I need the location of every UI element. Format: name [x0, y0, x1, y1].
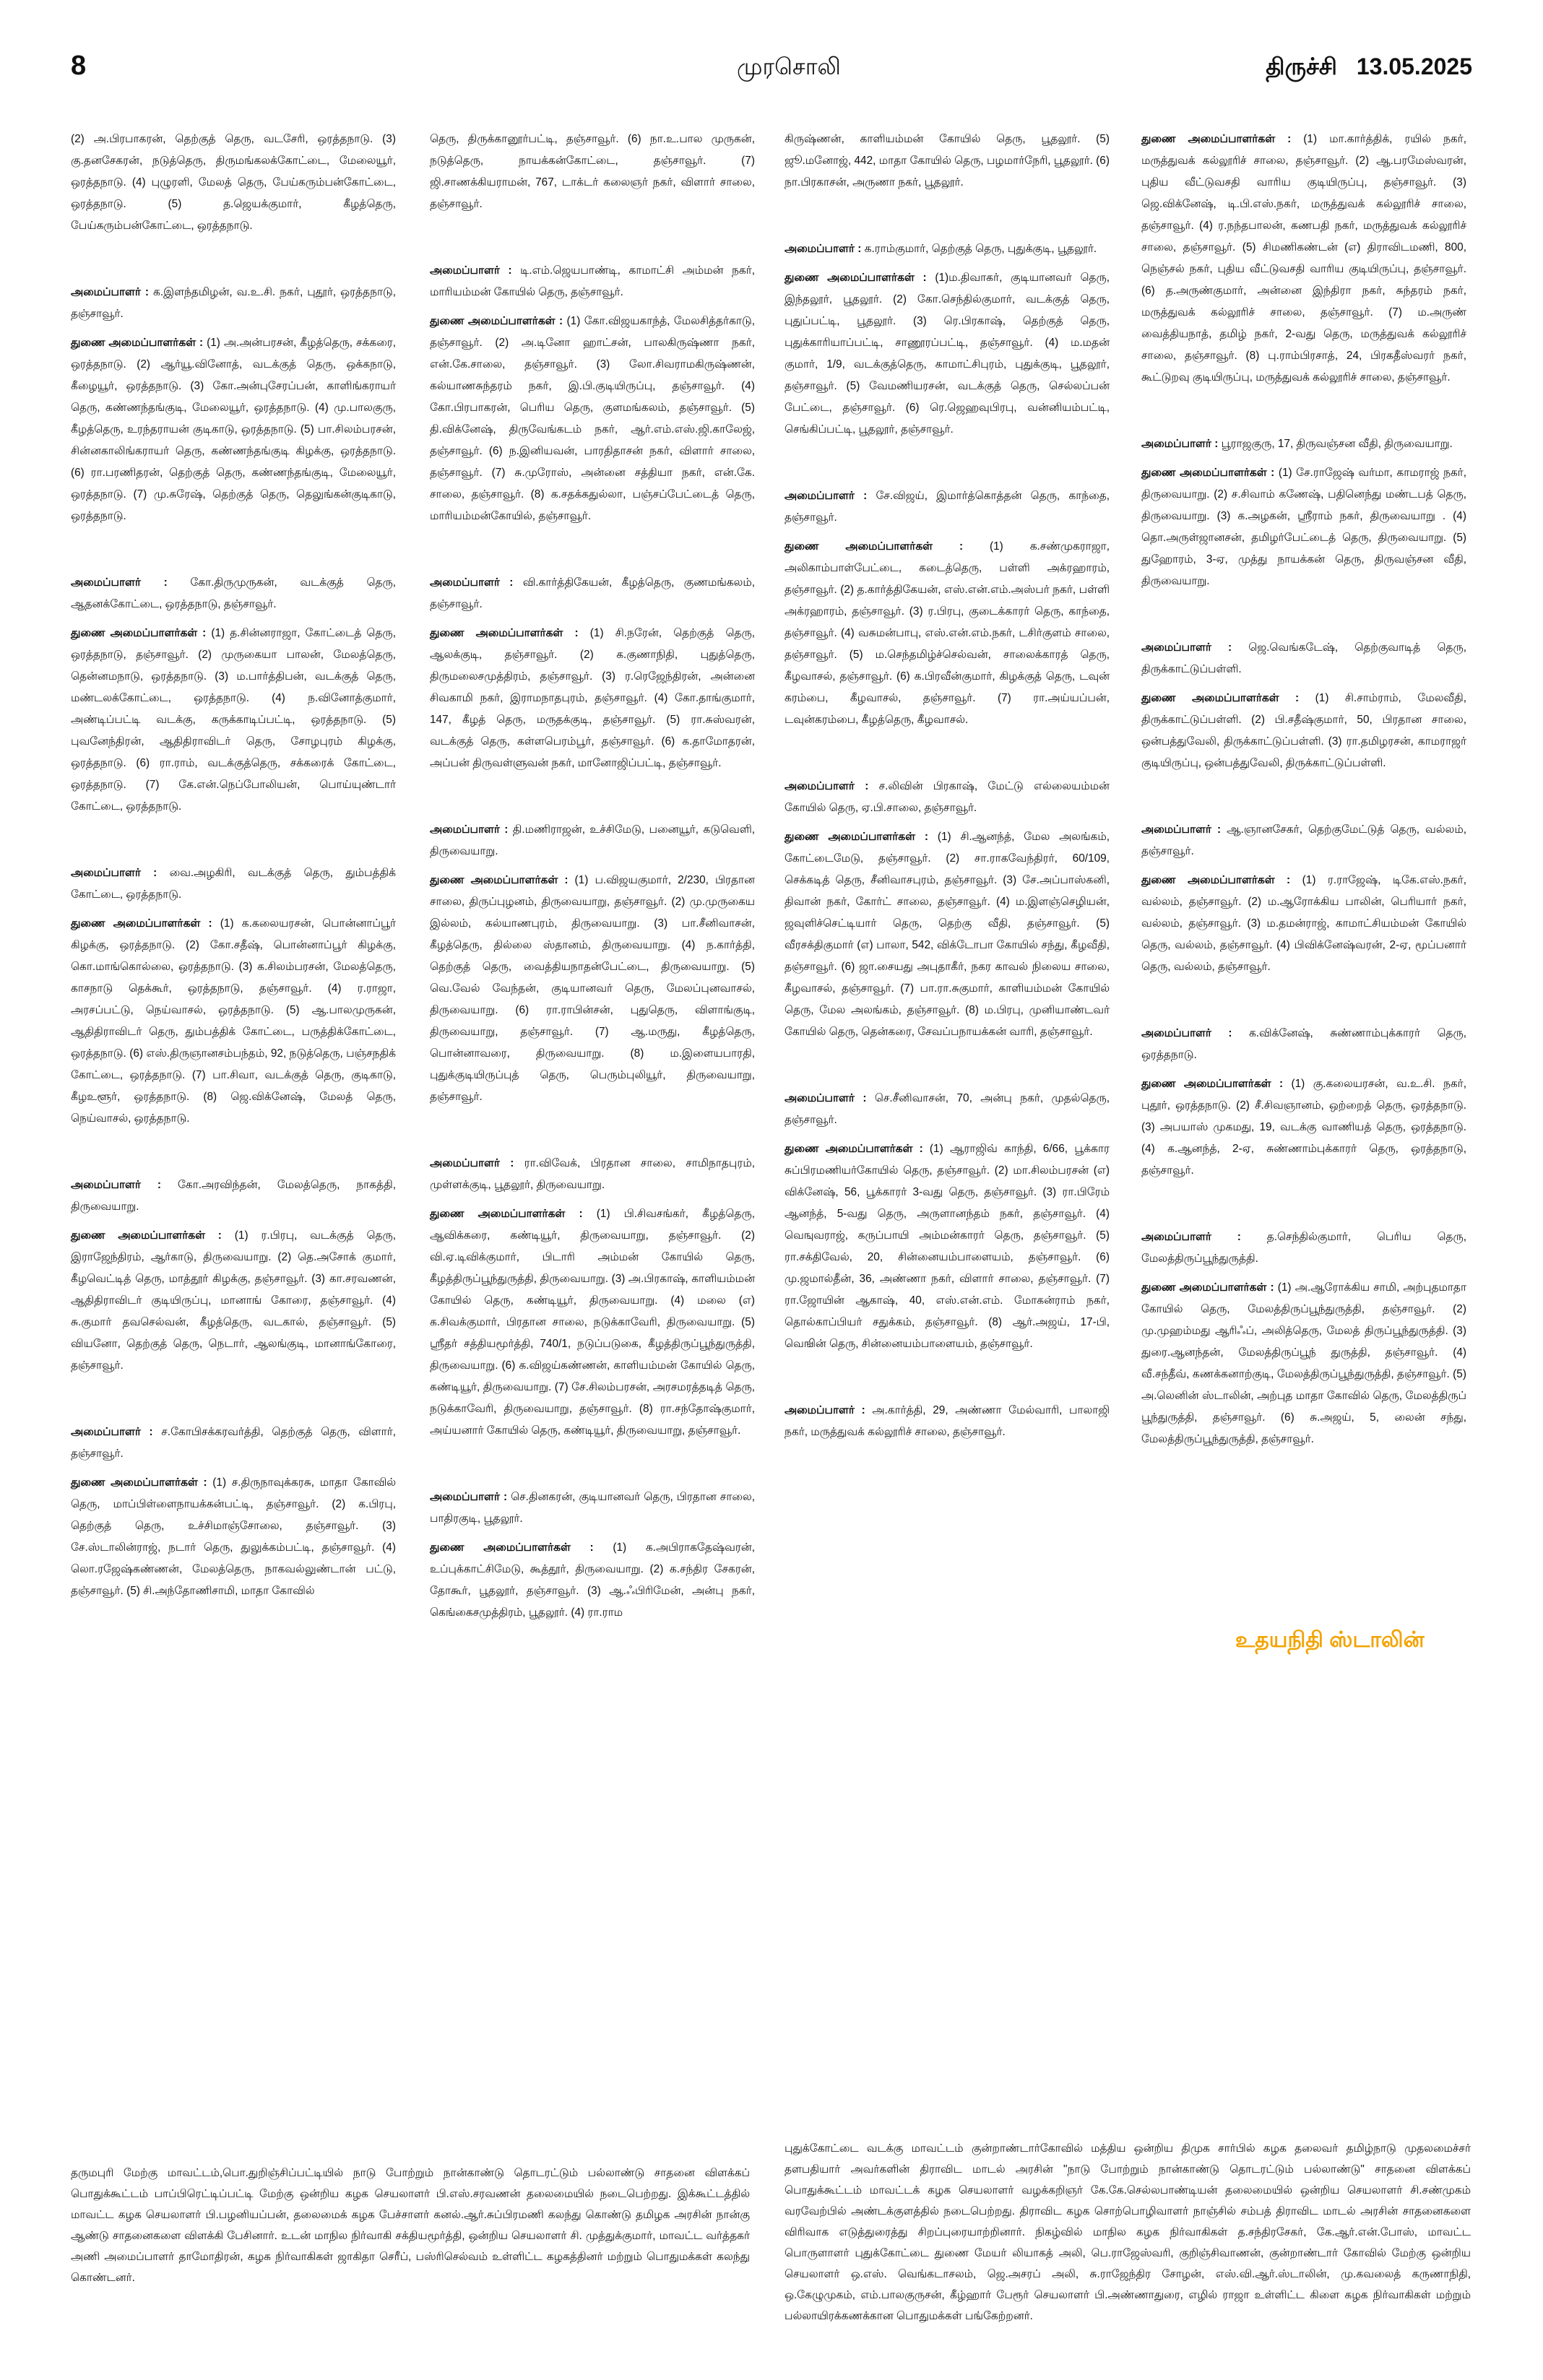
- appointment-block: [1141, 1023, 1466, 1182]
- organizer-entry: [430, 1153, 755, 1196]
- deputy-organizers-text: (2) அ.பிரபாகரன், தெற்குத் தெரு, வடசேரி, ஒரத்தநாடு. (3) கு.தனசேகரன், நடுத்தெரு, திருமங்கலக்கோட்டை, மேலையூர், ஒரத்தநாடு. (4) புழுரளி, மேலத் தெரு, பேய்கரும்பன்கோட்டை, ஒரத்தநாடு. (5) த.ஜெயக்குமார், கீழத்தெரு, பேய்கரும்பன்கோட்டை, ஒரத்தநாடு.: [71, 133, 396, 232]
- organizer-entry: [785, 1400, 1110, 1443]
- organizer-entry: [430, 819, 755, 862]
- organizer-label: அமைப்பாளர் :: [785, 1092, 867, 1104]
- appointment-block: [1141, 819, 1466, 978]
- organizer-label: அமைப்பாளர் :: [1141, 1231, 1241, 1243]
- organizer-entry: [785, 776, 1110, 819]
- news-box-right: புதுக்கோட்டை வடக்கு மாவட்டம் குன்றாண்டார்கோவில் மத்திய ஒன்றிய திமுக சார்பில் கழக தலைவர் தமிழ்நாடு முதலமைச்சர் தளபதியார் அவர்களின் திராவிட மாடல் அரசின் "நாடு போற்றும் நான்காண்டு தொடரட்டும் பல்லாண்டு" சாதனை விளக்கப் பொதுக்கூட்டம் மாவட்டக் கழக செயலாளர் வழக்கறிஞர் கே.கே.செல்லபாண்டியன் தலைமையில் ஒன்றிய செயலாளர் சி.சண்முகம் வரவேற்பில் அண்டக்குளத்தில் நடைபெற்றது. திராவிட கழக சொற்பொழிவாளர் நாஞ்சில் சம்பத் திராவிட மாடல் அரசின் சாதனைகளை விரிவாக எடுத்துரைத்து சிறப்புரையாற்றினார். நிகழ்வில் மாநில கழக நிர்வாகிகள் த.சந்திரசேகர், கே.ஆர்.என்.போஸ், மாவட்ட பொருளாளர் புதுக்கோட்டை துணை மேயர் லியாகத் அலி, பெ.ராஜேஸ்வரி, குறிஞ்சிவாணன், குன்றாண்டார் கோவில் மேற்கு ஒன்றிய செயலாளர் ஒ.எஸ். வெங்கடாசலம், ஜெ.அசரப் அலி, சு.ராஜேந்திர சோழன், எஸ்.வி.ஆர்.ஸ்டாலின், மு.கவலைத் கருணாநிதி, ஒ.கேழுமுகம், எம்.பாலகுருசன், கீழ்ஹார் பேரூர் செயலாளர் பி.அண்ணாதுரை, எழில் ராஜா உள்ளிட்ட கிளை கழக நிர்வாகிகள் மற்றும் பல்லாயிரக்கணக்கான பொதுமக்கள் பங்கேற்றனர்.: [785, 2142, 1471, 2322]
- deputy-organizers-label: துணை அமைப்பாளர்கள் :: [1141, 1281, 1274, 1294]
- organizer-entry: [785, 1088, 1110, 1131]
- organizer-label: அமைப்பாளர் :: [71, 576, 168, 589]
- organizer-entry: [71, 862, 396, 906]
- deputy-organizers-text: (1) ஆராஜிவ் காந்தி, 6/66, பூக்கார சுப்பிரமணியர்கோயில் தெரு, தஞ்சாவூர். (2) மா.சிலம்பரசன் (எ) விக்னேஷ், 56, பூக்காரர் 3-வது தெரு, தஞ்சாவூர். (3) ரா.பிரேம் ஆனந்த், 5-வது தெரு, அருளானந்தம் நகர், தஞ்சாவூர். (4) வெஙுவராஜ், கருப்பாயி அம்மன்காரர் தெரு, தஞ்சாவூர். (5) ரா.சக்திவேல், 20, சின்னையம்பாளையம், தஞ்சாவூர். (6) மு.ஜமால்தீன், 36, அண்ணா நகர், விளார் சாலை, தஞ்சாவூர். (7) ரா.ஜோயின் ஆகாஷ், 40, எஸ்.என்.எம். மோகன்ராம் நகர், தொல்காப்பியர் சதுக்கம், தஞ்சாவூர். (8) ஆர்.அஜய், 17-பி, வெஙின் தெரு, சின்னையம்பாளையம், தஞ்சாவூர்.: [785, 1143, 1110, 1350]
- deputy-organizers-label: துணை அமைப்பாளர்கள் :: [785, 272, 927, 284]
- deputy-organizers-entry: [1141, 129, 1466, 389]
- deputy-organizers-entry: [1141, 688, 1466, 774]
- deputy-organizers-entry: [1141, 870, 1466, 978]
- organizer-text: ஜெ.வெங்கடேஷ், தெற்குவாடித் தெரு, திருக்காட்டுப்பள்ளி.: [1141, 641, 1466, 675]
- deputy-organizers-label: துணை அமைப்பாளர்கள் :: [1141, 133, 1292, 145]
- deputy-organizers-text: (1) சி.ஆனந்த், மேல அலங்கம், கோட்டைமேடு, தஞ்சாவூர். (2) சா.ராகவேந்திரர், 60/109, செக்கடித் தெரு, சீனிவாசபுரம், தஞ்சாவூர். (3) சே.அப்பாஸ்கனி, திவான் நகர், கோர்ட் சாலை, தஞ்சாவூர். (4) ம.இளஞ்செழியன், ஜவுளிச்செட்டியார் தெரு, தெற்கு வீதி, தஞ்சாவூர். (5) வீரசக்திகுமார் (எ) பாலா, 542, விக்டோபா கோயில் சந்து, கீழவீதி, தஞ்சாவூர். (6) ஜா.சையது அபுதாகீர், நகர காவல் நிலைய சாலை, கீழவாசல், தஞ்சாவூர். (7) பா.ரா.சுகுமார், காளியம்மன் கோயில் தெரு, மேல அலங்கம், தஞ்சாவூர். (8) ம.பிரபு, முனியாண்டவர் கோயில் தெரு, தென்கரை, சேவப்பநாயக்கன் வாரி, தஞ்சாவூர்.: [785, 831, 1110, 1038]
- deputy-organizers-label: துணை அமைப்பாளர்கள் :: [1141, 467, 1275, 479]
- signature: உதயநிதி ஸ்டாலின்: [1235, 1628, 1425, 1652]
- organizer-text: ஆ.ஞானசேகர், தெற்குமேட்டுத் தெரு, வல்லம், தஞ்சாவூர்.: [1141, 823, 1466, 857]
- deputy-organizers-text: (1) க.அபிராகதேஷ்வரன், உப்புக்காட்சிமேடு, கூத்தூர், திருவையாறு. (2) க.சந்திர சேகரன், தோகூர், பூதலூர், தஞ்சாவூர். (3) ஆ.ஃபிரிமேன், அன்பு நகர், கெங்கைசமுத்திரம், பூதலூர். (4) ரா.ராம: [430, 1541, 755, 1619]
- organizer-label: அமைப்பாளர் :: [430, 264, 512, 277]
- deputy-organizers-text: (1)ம.திவாகர், குடியானவர் தெரு, இந்தலூர், பூதலூர். (2) கோ.செந்தில்குமார், வடக்குத் தெரு, புதுப்பட்டி, பூதலூர். (3) ரெ.பிரகாஷ், தெற்குத் தெரு, புதுக்காரியாப்பட்டி, சாணூரப்பட்டி, தஞ்சாவூர். (4) ம.மதன் குமார், 1/9, வடக்குத்தெரு, காமாட்சிபுரம், புதுக்குடி, பூதலூர், தஞ்சாவூர். (5) வேமணியரசன், வடக்குத் தெரு, செல்லப்பன் பேட்டை, தஞ்சாவூர். (6) ரெ.ஜெஹவுபிரபு, வன்னியம்பட்டி, செங்கிப்பட்டி, பூதலூர், தஞ்சாவூர்.: [785, 272, 1110, 436]
- deputy-organizers-text: (1) ர.பிரபு, வடக்குத் தெரு, இராஜேந்திரம், ஆர்காடு, திருவையாறு. (2) தெ.அசோக் குமார், கீழவெட்டித் தெரு, மாத்தூர் கிழக்கு, தஞ்சாவூர். (3) கா.சரவணன், ஆதிதிராவிடர் குடியிருப்பு, மானாங் கோரை, தஞ்சாவூர். (4) சு.குமார் தவசெல்வன், கீழத்தெரு, வடகால், தஞ்சாவூர். (5) வியனோ, தெற்குத் தெரு, நெடார், ஆலங்குடி, மானாங்கோரை, தஞ்சாவூர்.: [71, 1229, 396, 1372]
- deputy-organizers-label: துணை அமைப்பாளர்கள் :: [785, 540, 964, 553]
- deputy-organizers-entry: [71, 913, 396, 1130]
- organizer-entry: [71, 1174, 396, 1218]
- organizer-entry: [785, 238, 1110, 260]
- deputy-organizers-entry: [430, 1203, 755, 1442]
- appointment-block: [430, 129, 755, 215]
- organizer-entry: [430, 572, 755, 615]
- deputy-organizers-text: (1) மா.கார்த்திக், ரயில் நகர், மருத்துவக் கல்லூரிச் சாலை, தஞ்சாவூர். (2) ஆ.பரமேஸ்வரன், புதிய வீட்டுவசதி வாரிய குடியிருப்பு, தஞ்சாவூர். (3) ஜெ.விக்னேஷ், டி.பி.எஸ்.நகர், மருத்துவக் கல்லூரிச் சாலை, தஞ்சாவூர். (4) ர.நந்தபாலன், கணபதி நகர், மருத்துவக் கல்லூரிச் சாலை, தஞ்சாவூர். (5) சிமணிகண்டன் (எ) திராவிடமணி, 800, நெஞ்சல் நகர், புதிய வீட்டுவசதி வாரிய குடியிருப்பு, தஞ்சாவூர். (6) த.அருண்குமார், அன்னை இந்திரா நகர், சுந்தரம் நகர், மருத்துவக் கல்லூரிச் சாலை, தஞ்சாவூர். (7) ம.அருண் வைத்தியநாத், தமிழ் நகர், 2-வது தெரு, மருத்துவக் கல்லூரிச் சாலை, தஞ்சாவூர். (8) பு.ராம்பிரசாத், 24, பிரகதீஸ்வரர் நகர், கூட்டுறவு குடியிருப்பு, மருத்துவக் கல்லூரிச் சாலை, தஞ்சாவூர்.: [1141, 133, 1466, 384]
- appointment-block: [1141, 129, 1466, 389]
- organizer-entry: [785, 485, 1110, 529]
- organizer-text: பூராஜகுரு, 17, திருவஞ்சன வீதி, திருவையாறு.: [1221, 438, 1453, 450]
- organizer-label: அமைப்பாளர் :: [785, 490, 868, 502]
- appointment-block: [71, 129, 396, 237]
- organizer-text: கோ.திருமுருகன், வடக்குத் தெரு, ஆதனக்கோட்டை, ஒரத்தநாடு, தஞ்சாவூர்.: [71, 576, 396, 610]
- organizer-label: அமைப்பாளர் :: [1141, 823, 1222, 836]
- deputy-organizers-label: துணை அமைப்பாளர்கள் :: [1141, 874, 1291, 886]
- deputy-organizers-label: துணை அமைப்பாளர்கள் :: [1141, 1078, 1284, 1090]
- organizer-text: செ.சீனிவாசன், 70, அன்பு நகர், முதல்தெரு, தஞ்சாவூர்.: [785, 1092, 1110, 1126]
- organizer-label: அமைப்பாளர் :: [430, 823, 509, 836]
- organizer-label: அமைப்பாளர் :: [785, 243, 862, 255]
- deputy-organizers-entry: [430, 1537, 755, 1624]
- organizer-entry: [1141, 637, 1466, 680]
- appointment-block: [430, 1487, 755, 1624]
- deputy-organizers-entry: [785, 129, 1110, 194]
- organizer-entry: [1141, 433, 1466, 455]
- deputy-organizers-entry: [71, 129, 396, 237]
- deputy-organizers-text: (1) ப.விஜயகுமார், 2/230, பிரதான சாலை, திருப்புழனம், திருவையாறு, தஞ்சாவூர். (2) மு.முருகைய இல்லம், கல்யாணபுரம், திருவையாறு. (3) பா.சீனிவாசன், கீழத்தெரு, தில்லை ஸ்தானம், திருவையாறு. (4) ந.கார்த்தி, தெற்குத் தெரு, வைத்தியநாதன்பேட்டை, திருவையாறு. (5) வெ.வேல் வேந்தன், குடியானவர் தெரு, மேலப்புனவாசல், திருவையாறு. (6) ரா.ராபின்சன், புதுதெரு, விளாங்குடி, திருவையாறு, தஞ்சாவூர். (7) ஆ.மருது, கீழத்தெரு, பொன்னாவரை, திருவையாறு. (8) ம.இளையபாரதி, புதுக்குடியிருப்புத் தெரு, பெரும்புலியூர், திருவையாறு, தஞ்சாவூர்.: [430, 874, 755, 1103]
- appointment-block: [71, 862, 396, 1130]
- organizer-entry: [71, 572, 396, 615]
- deputy-organizers-label: துணை அமைப்பாளர்கள் :: [430, 1208, 583, 1220]
- deputy-organizers-label: துணை அமைப்பாளர்கள் :: [430, 627, 579, 639]
- appointment-block: [785, 1088, 1110, 1355]
- deputy-organizers-entry: [430, 870, 755, 1108]
- organizer-text: தி.மணிராஜன், உச்சிமேடு, பனையூர், கடுவெளி, திருவையாறு.: [430, 823, 755, 857]
- deputy-organizers-label: துணை அமைப்பாளர்கள் :: [430, 315, 563, 327]
- organizer-entry: [71, 1421, 396, 1465]
- deputy-organizers-text: (1) அ.ஆரோக்கிய சாமி, அற்புதமாதா கோயில் தெரு, மேலத்திருப்பூந்துருத்தி, தஞ்சாவூர். (2) மு.முஹம்மது ஆரிஃப், அலித்தெரு, மேலத் திருப்பூந்துருத்தி. (3) துரை.ஆனந்தன், மேலத்திருப்பூந் துருத்தி, தஞ்சாவூர். (4) வீ.சந்தீவ், கணக்கனாற்குடி, மேலத்திருப்பூந்துருத்தி, தஞ்சாவூர். (5) அ.லெனின் ஸ்டாலின், அற்புத மாதா கோவில் தெரு, மேலத்திருப் பூந்துருத்தி, தஞ்சாவூர். (6) சு.அஜய், 5, லைன் சந்து, மேலத்திருப்பூந்துருத்தி, தஞ்சாவூர்.: [1141, 1281, 1466, 1445]
- organizer-entry: [71, 282, 396, 325]
- deputy-organizers-text: (1) ச.திருநாவுக்கரசு, மாதா கோவில் தெரு, மாப்பிள்ளைநாயக்கன்பட்டி, தஞ்சாவூர். (2) க.பிரபு, தெற்குத் தெரு, உச்சிமாஞ்சோலை, தஞ்சாவூர். (3) சே.ஸ்டாலின்ராஜ், நடார் தெரு, துலுக்கம்பட்டி, தஞ்சாவூர். (4) லொ.ரஜேஷ்கண்ணன், மேலத்தெரு, நாகவல்லுண்டான் பட்டு, தஞ்சாவூர். (5) சி.அந்தோணிசாமி, மாதா கோவில்: [71, 1476, 396, 1597]
- appointment-block: [430, 260, 755, 527]
- page-number: 8: [71, 51, 87, 81]
- deputy-organizers-label: துணை அமைப்பாளர்கள் :: [1141, 692, 1300, 704]
- deputy-organizers-text: (1) ர.ராஜேஷ், டிகே.எஸ்.நகர், வல்லம், தஞ்சாவூர். (2) ம.ஆரோக்கிய பாலின், பெரியார் நகர், வல்லம், தஞ்சாவூர். (3) ம.தமன்ராஜ், காமாட்சியம்மன் கோயில் தெரு, வல்லம், தஞ்சாவூர். (4) பிவிக்னேஷ்வரன், 2-ஏ, மூப்பனார் தெரு, வல்லம், தஞ்சாவூர்.: [1141, 874, 1466, 973]
- deputy-organizers-entry: [430, 623, 755, 774]
- column-2: [430, 129, 755, 1669]
- appointment-block: [430, 1153, 755, 1442]
- deputy-organizers-label: துணை அமைப்பாளர்கள் :: [430, 874, 569, 886]
- deputy-organizers-text: கிருஷ்ணன், காளியம்மன் கோயில் தெரு, பூதலூர். (5) ஜூ.மனோஜ், 442, மாதா கோயில் தெரு, பழமார்நேரி, பூதலூர். (6) நா.பிரகாசன், அருணா நகர், பூதலூர்.: [785, 133, 1110, 189]
- organizer-text: அ.கார்த்தி, 29, அண்ணா மேல்வாரி, பாலாஜி நகர், மருத்துவக் கல்லூரிச் சாலை, தஞ்சாவூர்.: [785, 1404, 1110, 1438]
- organizer-entry: [1141, 819, 1466, 862]
- organizer-text: ரா.விவேக், பிரதான சாலை, சாமிநாதபுரம், முள்ளக்குடி, பூதலூர், திருவையாறு.: [430, 1157, 755, 1191]
- column-4: [1141, 129, 1466, 1495]
- organizer-entry: [1141, 1226, 1466, 1270]
- organizer-text: வை.அழகிரி, வடக்குத் தெரு, தும்பத்திக் கோட்டை, ஒரத்தநாடு.: [71, 867, 396, 901]
- deputy-organizers-label: துணை அமைப்பாளர்கள் :: [71, 1476, 207, 1489]
- appointment-block: [785, 129, 1110, 194]
- deputy-organizers-entry: [71, 1225, 396, 1377]
- edition-city-date: [1266, 53, 1472, 83]
- deputy-organizers-label: துணை அமைப்பாளர்கள் :: [71, 917, 212, 930]
- organizer-label: அமைப்பாளர் :: [71, 286, 150, 298]
- organizer-text: வி.கார்த்திகேயன், கீழத்தெரு, குணமங்கலம், தஞ்சாவூர்.: [430, 576, 755, 610]
- deputy-organizers-text: (1) த.சின்னராஜா, கோட்டைத் தெரு, ஒரத்தநாடு, தஞ்சாவூர். (2) முருகையா பாலன், மேலத்தெரு, தென்னமநாடு, ஒரத்தநாடு. (3) ம.பார்த்திபன், வடக்குத் தெரு, மண்டலக்கோட்டை, ஒரத்தநாடு. (4) ந.வினோத்குமார், அண்டிப்பட்டி வடக்கு, கருக்காடிப்பட்டி, ஒரத்தநாடு. (5) புவனேந்திரன், ஆதிதிராவிடர் தெரு, சோழபுரம் கிழக்கு, ஒரத்தநாடு. (6) ரா.ராம், வடக்குத்தெரு, சக்கரைக் கோட்டை, ஒரத்தநாடு. (7) கே.என்.நெப்போலியன், பொய்யுண்டார் கோட்டை, ஒரத்தநாடு.: [71, 627, 396, 813]
- deputy-organizers-text: (1) க.கலையரசன், பொன்னாப்பூர் கிழக்கு, ஒரத்தநாடு. (2) கோ.சதீஷ், பொன்னாப்பூர் கிழக்கு, கொ.மாங்கொல்லை, ஒரத்தநாடு. (3) க.சிலம்பரசன், மேலத்தெரு, காசநாடு தெக்கூர், ஒரத்தநாடு, தஞ்சாவூர். (4) ர.ராஜா, அரசப்பட்டு, நெய்வாசல், ஒரத்தநாடு. (5) ஆ.பாலமுருகன், ஆதிதிராவிடர் தெரு, தும்பத்திக் கோட்டை, பருத்திக்கோட்டை, ஒரத்தநாடு. (6) எஸ்.திருஞானசம்பந்தம், 92, நடுத்தெரு, பஞ்சநதிக் கோட்டை, ஒரத்தநாடு. (7) பா.சிவா, வடக்குத் தெரு, குடிகாடு, கீழஉளூர், ஒரத்தநாடு. (8) ஜெ.விக்னேஷ், மேலத் தெரு, நெய்வாசல், ஒரத்தநாடு.: [71, 917, 396, 1125]
- organizer-text: க.விக்னேஷ், சுண்ணாம்புக்காரர் தெரு, ஒரத்தநாடு.: [1141, 1027, 1466, 1061]
- deputy-organizers-entry: [71, 623, 396, 818]
- organizer-label: அமைப்பாளர் :: [71, 1426, 153, 1438]
- appointment-block: [785, 1400, 1110, 1443]
- appointment-block: [71, 572, 396, 818]
- deputy-organizers-entry: [1141, 1277, 1466, 1450]
- appointment-block: [430, 572, 755, 774]
- organizer-label: அமைப்பாளர் :: [71, 867, 157, 879]
- deputy-organizers-text: (1) பி.சிவசங்கர், கீழத்தெரு, ஆவிக்கரை, கண்டியூர், திருவையாறு, தஞ்சாவூர். (2) வி.ஏ.டிவிக்குமார், பிடாரி அம்மன் கோயில் தெரு, கீழத்திருப்பூந்துருத்தி, திருவையாறு. (3) அ.பிரகாஷ், காளியம்மன் கோயில் தெரு, கண்டியூர், திருவையாறு. (4) மலை (எ) க.சிவக்குமார், பிரதான சாலை, நடுக்காவேரி, திருவையாறு. (5) ஸ்ரீதர் சத்தியமூர்த்தி, 740/1, நடுப்படுகை, கீழத்திருப்பூந்துருத்தி, திருவையாறு. (6) க.விஜய்கண்ணன், காளியம்மன் கோயில் தெரு, கண்டியூர், திருவையாறு. (7) சே.சிலம்பரசன், அரசமரத்தடித் தெரு, நடுக்காவேரி, திருவையாறு, தஞ்சாவூர். (8) ரா.சந்தோஷ்குமார், அய்யனார் கோயில் தெரு, கண்டியூர், திருவையாறு, தஞ்சாவூர்.: [430, 1208, 755, 1437]
- organizer-entry: [1141, 1023, 1466, 1066]
- organizer-entry: [430, 1487, 755, 1530]
- appointment-block: [71, 1421, 396, 1602]
- deputy-organizers-entry: [1141, 462, 1466, 592]
- organizer-text: ச.லிவின் பிரகாஷ், மேட்டு எல்லையம்மன் கோயில் தெரு, ஏ.பி.சாலை, தஞ்சாவூர்.: [785, 780, 1110, 814]
- organizer-text: க.இளந்தமிழன், வ.உ.சி. நகர், புதூர், ஒரத்தநாடு, தஞ்சாவூர்.: [71, 286, 396, 320]
- organizer-label: அமைப்பாளர் :: [785, 780, 869, 792]
- appointment-block: [785, 776, 1110, 1043]
- deputy-organizers-label: துணை அமைப்பாளர்கள் :: [71, 337, 204, 349]
- deputy-organizers-label: துணை அமைப்பாளர்கள் :: [430, 1541, 594, 1554]
- organizer-label: அமைப்பாளர் :: [1141, 641, 1232, 654]
- deputy-organizers-text: (1) சி.சாம்ராம், மேலவீதி, திருக்காட்டுப்பள்ளி. (2) பி.சதீஷ்குமார், 50, பிரதான சாலை, ஒன்பத்துவேலி, திருக்காட்டுப்பள்ளி. (3) ரா.தமிழரசன், காமராஜர் குடியிருப்பு, ஒன்பத்துவேலி, திருக்காட்டுப்பள்ளி.: [1141, 692, 1466, 769]
- edition-city: திருச்சி: [1266, 53, 1337, 79]
- organizer-text: சே.விஜய், இமார்த்கொத்தன் தெரு, காந்தை, தஞ்சாவூர்.: [785, 490, 1110, 524]
- organizer-label: அமைப்பாளர் :: [430, 1157, 514, 1169]
- deputy-organizers-text: (1) க.சண்முகராஜா, அலிகாம்பாள்பேட்டை, கடைத்தெரு, பள்ளி அக்ரஹாரம், தஞ்சாவூர். (2) த.கார்த்திகேயன், எஸ்.என்.எம்.அஸ்பர் நகர், பள்ளி அக்ரஹாரம், தஞ்சாவூர். (3) ர.பிரபு, குடைக்காரர் தெரு, காந்தை, தஞ்சாவூர். (4) வசுமன்பாபு, எஸ்.என்.எம்.நகர், டசிர்குளம் சாலை, தஞ்சாவூர். (5) ம.செந்தமிழ்ச்செல்வன், சாலைக்காரத் தெரு, கீழவாசல், தஞ்சாவூர். (6) க.பிரவீன்குமார், கிழக்குத் தெரு, டவுன் கரம்பை, கீழவாசல், தஞ்சாவூர். (7) ரா.அய்யப்பன், டவுன்கரம்பை, கீழத்தெரு, கீழவாசல்.: [785, 540, 1110, 726]
- deputy-organizers-entry: [785, 536, 1110, 731]
- deputy-organizers-label: துணை அமைப்பாளர்கள் :: [71, 627, 207, 639]
- deputy-organizers-entry: [1141, 1073, 1466, 1182]
- appointment-block: [1141, 1226, 1466, 1450]
- deputy-organizers-label: துணை அமைப்பாளர்கள் :: [71, 1229, 222, 1242]
- deputy-organizers-text: தெரு, திருக்கானூர்பட்டி, தஞ்சாவூர். (6) நா.உ.பால முருகன், நடுத்தெரு, நாயக்கன்கோட்டை, தஞ்சாவூர். (7) ஜி.சாணக்கியராமன், 767, டாக்டர் கலைஞர் நகர், விளார் சாலை, தஞ்சாவூர்.: [430, 133, 755, 210]
- deputy-organizers-label: துணை அமைப்பாளர்கள் :: [785, 831, 928, 843]
- organizer-label: அமைப்பாளர் :: [1141, 438, 1219, 450]
- column-3: [785, 129, 1110, 1488]
- appointment-block: [785, 238, 1110, 441]
- deputy-organizers-text: (1) சே.ராஜேஷ் வர்மா, காமராஜ் நகர், திருவையாறு. (2) ச.சிவாம் கணேஷ், பதினெந்து மண்டபத் தெரு, திருவையாறு. (3) க.அழகன், ஸ்ரீராம் நகர், திருவையாறு . (4) தொ.அருள்ஜானசன், தமிழர்பேட்டைத் தெரு, திருவையாறு. (5) துஹோரம், 3-ஏ, முத்து நாயக்கன் தெரு, திருவஞ்சன வீதி, திருவையாறு.: [1141, 467, 1466, 587]
- deputy-organizers-entry: [785, 267, 1110, 441]
- organizer-text: ச.கோபிசக்கரவர்த்தி, தெற்குத் தெரு, விளார், தஞ்சாவூர்.: [71, 1426, 396, 1460]
- organizer-label: அமைப்பாளர் :: [430, 576, 514, 589]
- deputy-organizers-entry: [785, 1138, 1110, 1355]
- appointment-block: [71, 282, 396, 527]
- organizer-text: கோ.அரவிந்தன், மேலத்தெரு, நாகத்தி, திருவையாறு.: [71, 1179, 396, 1213]
- organizer-label: அமைப்பாளர் :: [71, 1179, 162, 1191]
- deputy-organizers-text: (1) கோ.விஜயகாந்த், மேலசித்தர்காடு, தஞ்சாவூர். (2) அ.டினோ ஹாட்சன், பாலகிருஷ்ணா நகர், என்.கே.சாலை, தஞ்சாவூர். (3) லோ.சிவராமகிருஷ்ணன், கல்யாணசுந்தரம் நகர், இ.பி.குடியிருப்பு, தஞ்சாவூர். (4) கோ.பிரபாகரன், பெரிய தெரு, குளமங்கலம், தஞ்சாவூர். (5) தி.விக்னேஷ், திருவேங்கடம் நகர், ஆர்.எம்.எஸ்.ஜி.காலேஜ், தஞ்சாவூர். (6) ந.இனியவன், பாரதிதாசன் நகர், விளார் சாலை, தஞ்சாவூர். (7) சு.முரோஸ், அன்னை சத்தியா நகர், என்.கே. சாலை, தஞ்சாவூர். (8) க.சதக்கதுல்லா, பஞ்சப்பேட்டைத் தெரு, மாரியம்மன்கோயில், தஞ்சாவூர்.: [430, 315, 755, 522]
- page-header: [0, 51, 1543, 87]
- appointment-block: [71, 1174, 396, 1377]
- news-box-left: தருமபுரி மேற்கு மாவட்டம்,பொ.துறிஞ்சிப்பட்டியில் நாடு போற்றும் நான்காண்டு தொடரட்டும் பல்லாண்டு சாதனை விளக்கப் பொதுக்கூட்டம் பாப்பிரெட்டிப்பட்டி மேற்கு ஒன்றிய கழக செயலாளர் பி.எஸ்.சரவணன் தலைமையில் நடைபெற்றது. இக்கூட்டத்தில் மாவட்ட கழக செயலாளர் பி.பழனியப்பன், தலைமைக் கழக பேச்சாளர் கனல்.ஆர்.சுப்பிரமணி கலந்து கொண்டு தமிழக அரசின் நான்கு ஆண்டு சாதனைகளை விளக்கி பேசினார். உடன் மாநில நிர்வாகி சக்தியமூர்த்தி, ஒன்றிய செயலாளர் சி. முத்துக்குமார், மாவட்ட வர்த்தகர் அணி அமைப்பாளர் தாமோதிரன், கழக நிர்வாகிகள் ஜாகிதா செரீப், பஸ்ரிசெல்வம் உள்ளிட்ட கழகத்தினர் மற்றும் பொதுமக்கள் கலந்து கொண்டனர்.: [71, 2167, 750, 2284]
- deputy-organizers-entry: [430, 129, 755, 215]
- appointment-block: [430, 819, 755, 1108]
- deputy-organizers-label: துணை அமைப்பாளர்கள் :: [785, 1143, 923, 1155]
- deputy-organizers-entry: [785, 826, 1110, 1043]
- newspaper-name: முரசொலி: [737, 53, 841, 79]
- organizer-text: த.செந்தில்குமார், பெரிய தெரு, மேலத்திருப்பூந்துருத்தி.: [1141, 1231, 1466, 1265]
- organizer-entry: [430, 260, 755, 303]
- deputy-organizers-entry: [71, 332, 396, 527]
- deputy-organizers-text: (1) சி.நரேன், தெற்குத் தெரு, ஆலக்குடி, தஞ்சாவூர். (2) க.குணாநிதி, புதுத்தெரு, திருமலைசமுத்திரம், தஞ்சாவூர். (3) ர.ரெஜேந்திரன், அன்னை சிவகாமி நகர், இராமநாதபுரம், தஞ்சாவூர். (4) கோ.தாங்குமார், 147, கீழத் தெரு, மருதக்குடி, தஞ்சாவூர். (5) ரா.சுஸ்வரன், வடக்குத் தெரு, கள்ளபெரம்பூர், தஞ்சாவூர். (6) க.தாமோதரன், அப்பன் திருவள்ளுவன் நகர், மானோஜிப்பட்டி, தஞ்சாவூர்.: [430, 627, 755, 769]
- organizer-label: அமைப்பாளர் :: [430, 1491, 508, 1503]
- issue-date: 13.05.2025: [1356, 53, 1472, 79]
- organizer-label: அமைப்பாளர் :: [785, 1404, 865, 1416]
- deputy-organizers-text: (1) கு.கலையரசன், வ.உ.சி. நகர், புதூர், ஒரத்தநாடு. (2) சீ.சிவஞானம், ஒற்றைத் தெரு, ஒரத்தநாடு. (3) அபயாஸ் முகமது, 19, வடக்கு வாணியத் தெரு, ஒரத்தநாடு. (4) க.ஆனந்த், 2-ஏ, சுண்ணாம்புக்காரர் தெரு, ஒரத்தநாடு, தஞ்சாவூர்.: [1141, 1078, 1467, 1177]
- organizer-text: டி.எம்.ஜெயபாண்டி, காமாட்சி அம்மன் நகர், மாரியம்மன் கோயில் தெரு, தஞ்சாவூர்.: [430, 264, 755, 298]
- deputy-organizers-entry: [430, 311, 755, 527]
- organizer-text: செ.தினகரன், குடியானவர் தெரு, பிரதான சாலை, பாதிரகுடி, பூதலூர்.: [430, 1491, 755, 1525]
- appointment-block: [785, 485, 1110, 731]
- deputy-organizers-text: (1) அ.அன்பரசன், கீழத்தெரு, சக்கரை, ஒரத்தநாடு. (2) ஆர்யூ.வினோத், வடக்குத் தெரு, ஒக்கநாடு, கீழையூர், ஒரத்தநாடு. (3) கோ.அன்புசேரப்பன், காளிங்கராயர் தெரு, கண்ணந்தங்குடி, மேலையூர், ஒரத்தநாடு. (4) மு.பாலகுரு, கீழத்தெரு, உரந்தராயன் குடிகாடு, ஒரத்தநாடு. (5) பா.சிலம்பரசன், சின்னகாலிங்கராயர் தெரு, கண்ணந்தங்குடி கிழக்கு, ஒரத்தநாடு. (6) ரா.பரணிதரன், தெற்குத் தெரு, கண்ணந்தங்குடி, மேலையூர், ஒரத்தநாடு. (7) மு.சுரேஷ், தெற்குத் தெரு, தெலுங்கன்குடிகாடு, ஒரத்தநாடு.: [71, 337, 396, 522]
- appointment-block: [1141, 637, 1466, 774]
- appointment-block: [1141, 433, 1466, 592]
- column-1: [71, 129, 396, 1647]
- organizer-text: க.ராம்குமார், தெற்குத் தெரு, புதுக்குடி, பூதலூர்.: [864, 243, 1097, 255]
- deputy-organizers-entry: [71, 1472, 396, 1602]
- organizer-label: அமைப்பாளர் :: [1141, 1027, 1232, 1039]
